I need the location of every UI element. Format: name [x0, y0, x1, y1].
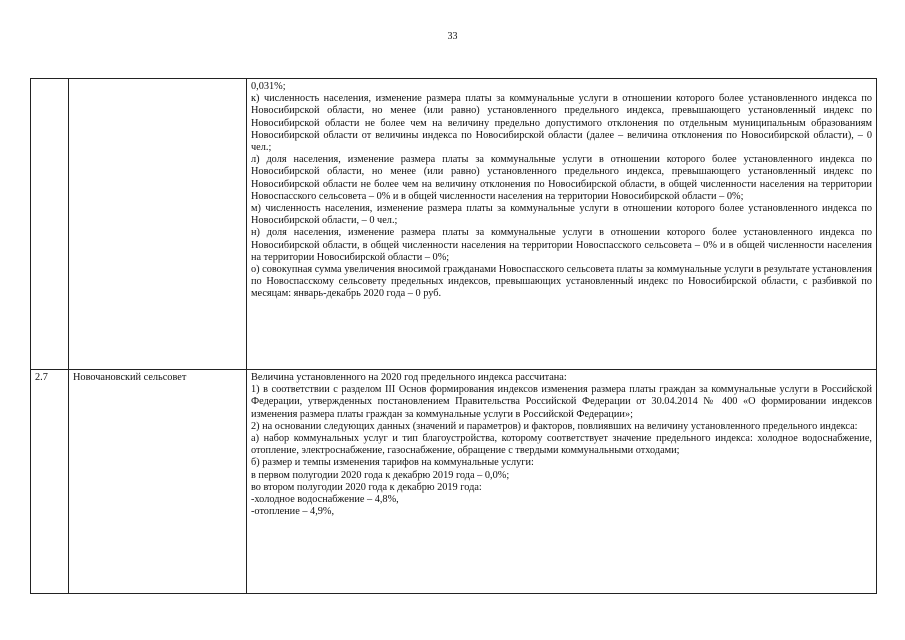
page-number: 33 [447, 31, 458, 42]
paragraph: 2) на основании следующих данных (значений и параметров) и факторов, повлиявших на величину установленного предельного индекса: [251, 420, 858, 432]
paragraph: б) размер и темпы изменения тарифов на коммунальные услуги: [251, 457, 534, 469]
paragraph: -холодное водоснабжение – 4,8%, [251, 494, 399, 506]
table-row [31, 79, 877, 370]
description-cell [247, 370, 877, 594]
paragraph: Величина установленного на 2020 год предельного индекса рассчитана: [251, 372, 567, 383]
paragraph: о) совокупная сумма увеличения вносимой гражданами Новоспасского сельсовета платы за коммунальные услуги в результате установления по Новоспасскому сельсовету предельных индексов, превышающих установленный индекс по Новосибирской области, с разбивкой по месяцам: январь-декабрь 2020 года – 0 руб. [251, 264, 872, 300]
paragraph: -отопление – 4,9%, [251, 506, 335, 518]
paragraph: во втором полугодии 2020 года к декабрю 2019 года: [251, 481, 482, 493]
municipality-name-cell: Новочановский сельсовет [69, 370, 247, 594]
row-number-cell: 2.7 [31, 370, 69, 594]
document-table [30, 78, 877, 594]
municipality-name-cell [69, 79, 247, 370]
paragraph: к) численность населения, изменение размера платы за коммунальные услуги в отношении которого более установленного индекса по Новосибирской области, но менее (или равно) установленного предельного индекса, превышающего установленный индекс по Новосибирской области не более чем на величину предельно допустимого отклонения по отдельным муниципальным образованиям Новосибирской области от величины индекса по Новосибирской области (далее – величина отклонения по Новосибирской области), – 0 чел.; [251, 93, 872, 154]
paragraph: 1) в соответствии с разделом III Основ формирования индексов изменения размера платы граждан за коммунальные услуги в Российской Федерации, утвержденных постановлением Правительства Российской Федерации от 30.04.2014 № 400 «О формировании индексов изменения размера платы граждан за коммунальные услуги в Российской Федерации»; [251, 384, 872, 420]
paragraph: м) численность населения, изменение размера платы за коммунальные услуги в отношении которого более установленного индекса по Новосибирской области, – 0 чел.; [251, 203, 872, 227]
paragraph: а) набор коммунальных услуг и тип благоустройства, которому соответствует значение предельного индекса: холодное водоснабжение, отопление, электроснабжение, газоснабжение, обращение с твердыми коммунальными отходами; [251, 433, 872, 457]
paragraph: н) доля населения, изменение размера платы за коммунальные услуги в отношении которого более установленного индекса по Новосибирской области, в общей численности населения на территории Новоспасского сельсовета – 0% и в общей численности населения на территории Новосибирской области – 0%; [251, 227, 872, 263]
row-number-cell [31, 79, 69, 370]
paragraph: в первом полугодии 2020 года к декабрю 2019 года – 0,0%; [251, 469, 510, 481]
paragraph: л) доля населения, изменение размера платы за коммунальные услуги в отношении которого более установленного индекса по Новосибирской области, но менее (или равно) установленного предельного индекса, превышающего установленный индекс по Новосибирской области не более чем на величину отклонения по Новосибирской области, в общей численности населения на территории Новоспасского сельсовета – 0% и в общей численности населения на территории Новосибирской области – 0%; [251, 154, 872, 202]
description-cell [247, 79, 877, 370]
paragraph: 0,031%; [251, 81, 286, 92]
table-row [31, 370, 877, 594]
